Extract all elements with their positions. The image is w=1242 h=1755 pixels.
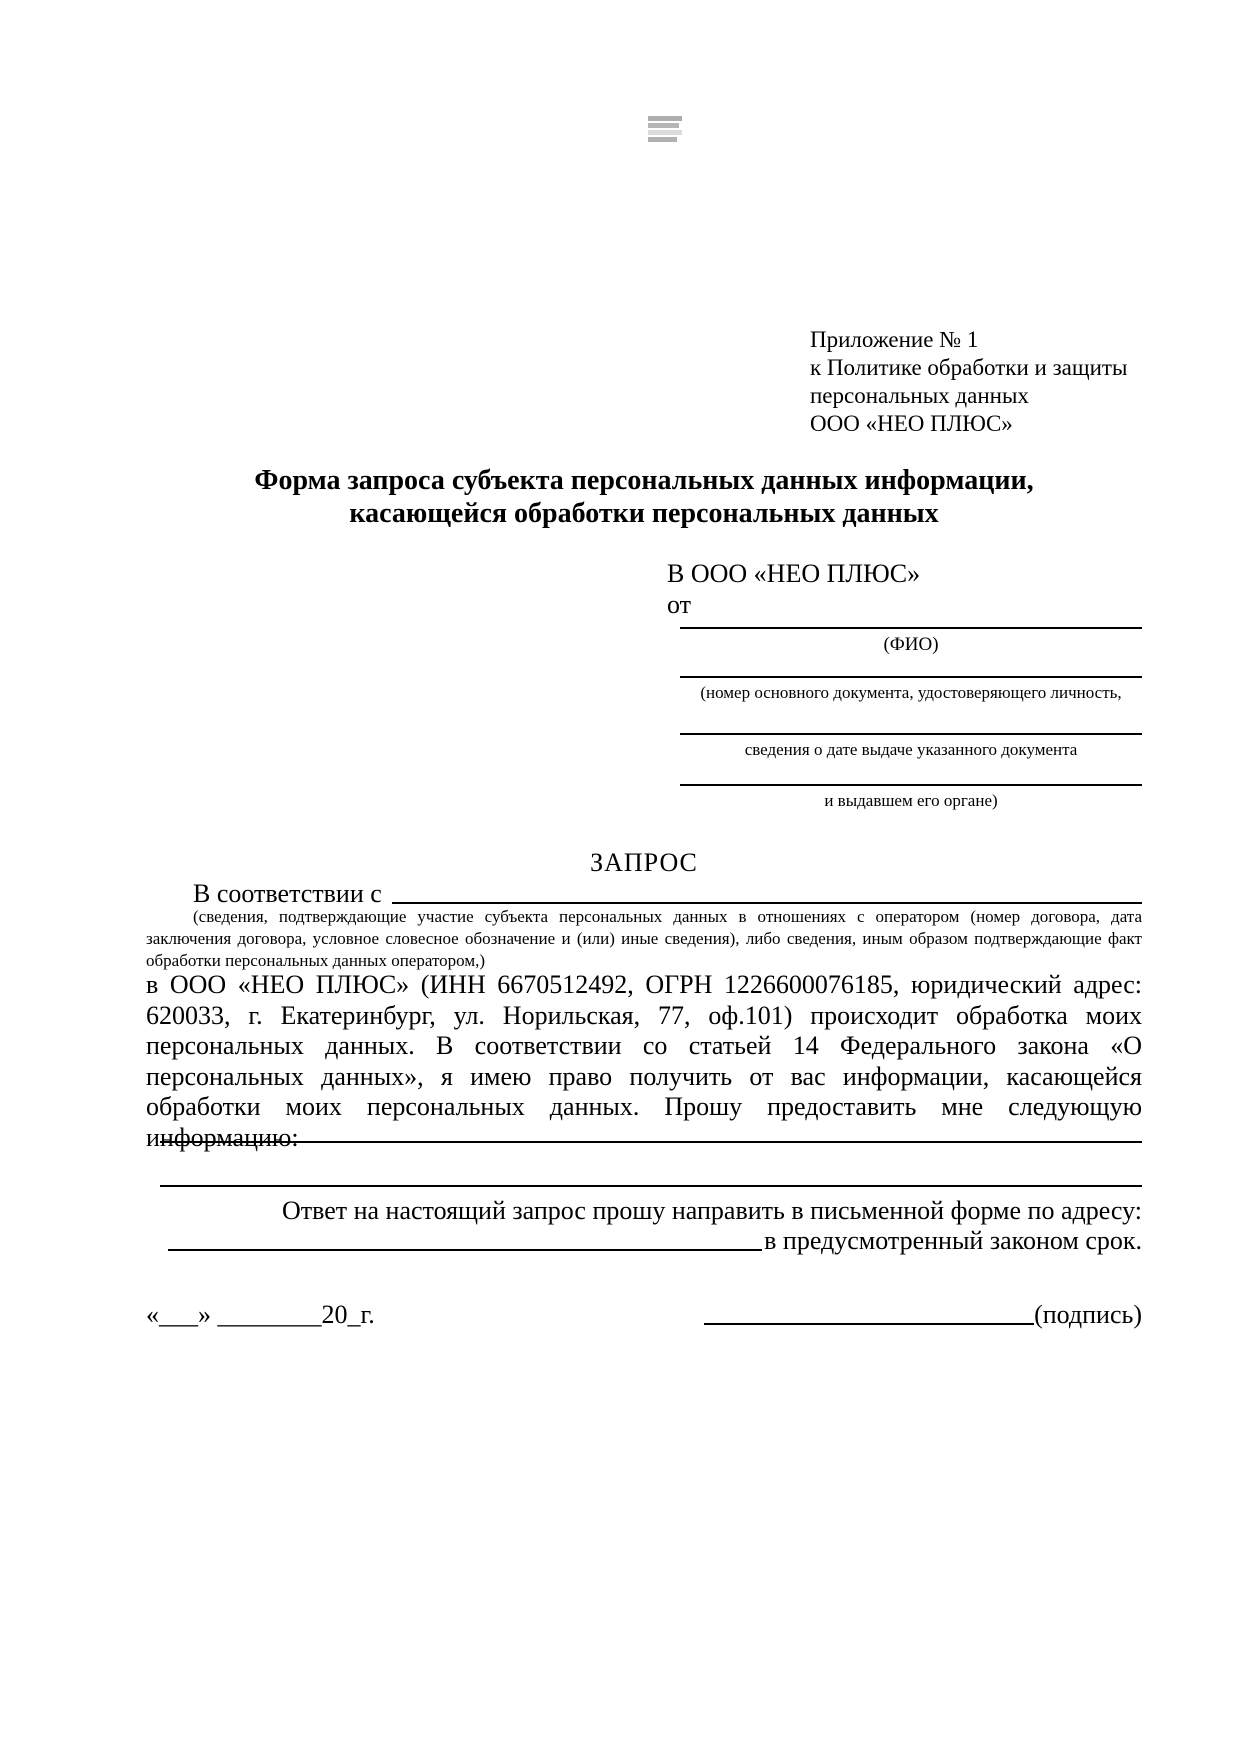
document-title-line1: Форма запроса субъекта персональных данных информации, <box>254 465 1034 496</box>
fio-blank-line <box>680 627 1142 629</box>
appendix-block <box>810 326 1127 438</box>
fio-caption: (ФИО) <box>883 634 939 655</box>
addressee-from-label: от <box>667 590 692 619</box>
addressee-to: В ООО «НЕО ПЛЮС» <box>667 559 921 588</box>
footer-row <box>146 1300 1142 1330</box>
issue-date-blank-line <box>680 733 1142 735</box>
request-body-paragraph: в ООО «НЕО ПЛЮС» (ИНН 6670512492, ОГРН 1226600076185, юридический адрес: 620033, г. Екатеринбург, ул. Норильская, 77, оф.101) происходит обработка моих персональных данных. В соответствии со статьей 14 Федерального закона «О персональных данных», я имею право получить от вас информации, касающейся обработки моих персональных данных. Прошу предоставить мне следующую информацию: <box>146 970 1142 1152</box>
issuing-authority-caption: и выдавшем его органе) <box>824 791 998 810</box>
issuing-authority-blank-line <box>680 784 1142 786</box>
document-number-caption: (номер основного документа, удостоверяющего личность, <box>700 683 1122 702</box>
document-title <box>146 464 1142 530</box>
issue-date-caption: сведения о дате выдаче указанного документа <box>744 740 1078 759</box>
document-logo-icon <box>648 116 682 144</box>
information-blank-line-1 <box>160 1141 1142 1143</box>
accordance-note: (сведения, подтверждающие участие субъекта персональных данных в отношениях с оператором (номер договора, дата заключения договора, условное словесное обозначение и (или) иные сведения), либо сведения, иным образом подтверждающие факт обработки персональных данных оператором,) <box>146 907 1142 970</box>
appendix-line: к Политике обработки и защиты <box>810 355 1128 380</box>
appendix-line: персональных данных <box>810 383 1029 408</box>
accordance-label: В соответствии с <box>193 879 382 908</box>
accordance-row <box>146 879 1142 909</box>
accordance-blank-line <box>392 902 1142 904</box>
appendix-line: ООО «НЕО ПЛЮС» <box>810 411 1013 436</box>
document-title-line2: касающейся обработки персональных данных <box>349 498 939 529</box>
request-heading: ЗАПРОС <box>590 848 698 877</box>
response-note: Ответ на настоящий запрос прошу направить в письменной форме по адресу: <box>281 1196 1142 1225</box>
signature-blank-line <box>704 1323 1034 1325</box>
document-number-blank-line <box>680 676 1142 678</box>
address-blank-line <box>168 1249 762 1251</box>
logo-stripe <box>648 116 682 121</box>
appendix-line: Приложение № 1 <box>810 327 979 352</box>
information-blank-line-2 <box>160 1185 1142 1187</box>
response-address-row <box>146 1226 1142 1256</box>
logo-stripe <box>648 137 677 142</box>
addressee-block <box>667 558 920 620</box>
signature-caption: (подпись) <box>1034 1300 1142 1329</box>
signature-group <box>704 1300 1142 1330</box>
logo-stripe <box>648 123 679 128</box>
logo-stripe <box>648 130 682 135</box>
date-blank: «___» ________20_г. <box>146 1300 375 1329</box>
response-tail: в предусмотренный законом срок. <box>764 1226 1142 1255</box>
